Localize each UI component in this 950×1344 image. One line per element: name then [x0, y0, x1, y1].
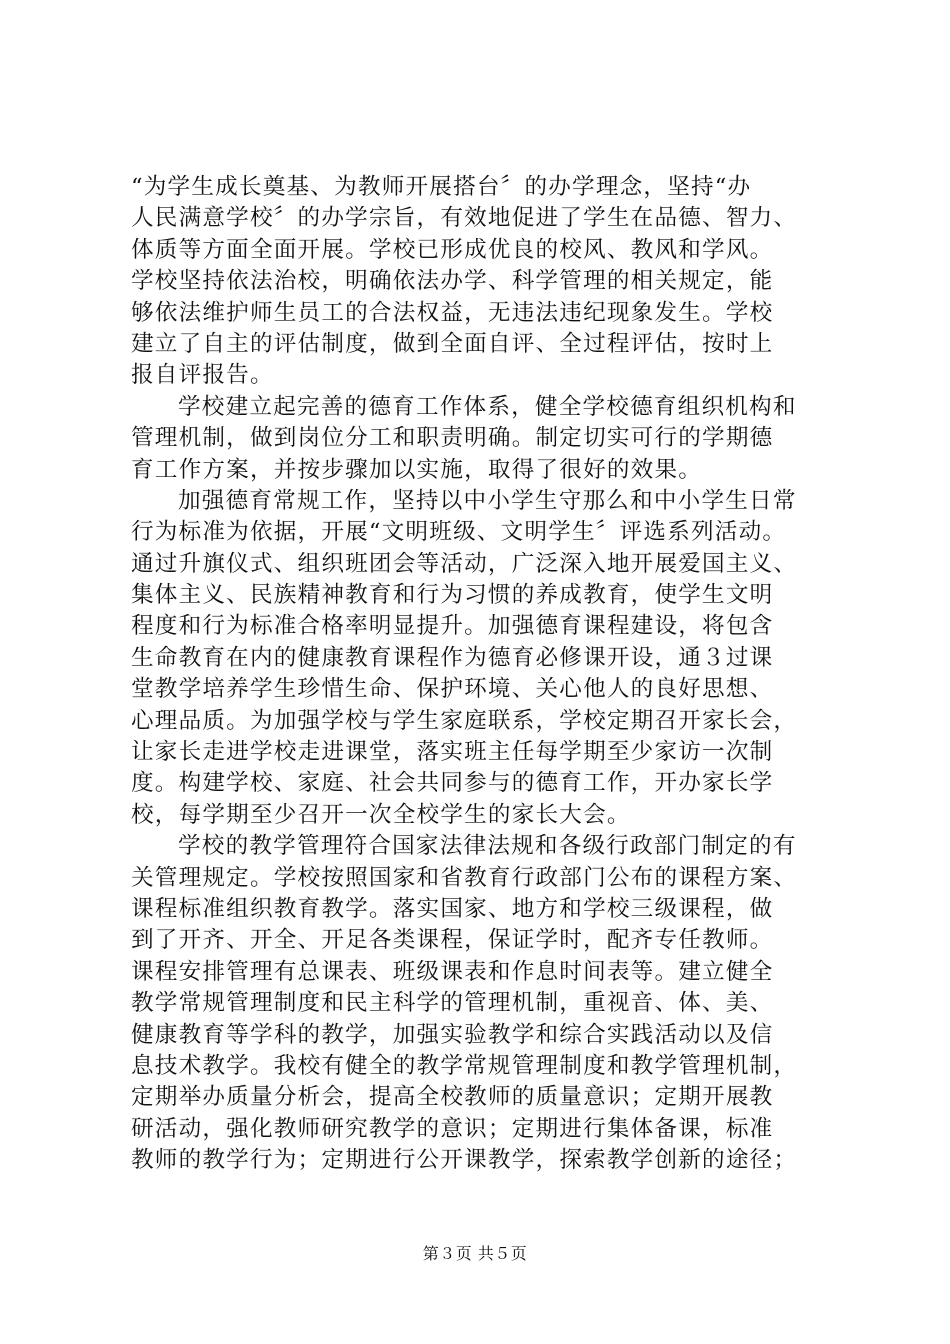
text-line: 人民满意学校〞的办学宗旨，有效地促进了学生在品德、智力、 — [131, 205, 798, 232]
page-number-footer: 第３页 共５页 — [422, 1244, 528, 1263]
text-line: 学校坚持依法治校，明确依法办学、科学管理的相关规定，能 — [131, 268, 774, 295]
text-line: 管理机制，做到岗位分工和职责明确。制定切实可行的学期德 — [131, 425, 774, 452]
text-line: 够依法维护师生员工的合法权益，无违法违纪现象发生。学校 — [131, 299, 774, 326]
paragraph-first-line: 学校建立起完善的德育工作体系，健全学校德育组织机构和 — [178, 393, 797, 420]
text-line: 集体主义、民族精神教育和行为习惯的养成教育，使学生文明 — [131, 582, 774, 609]
text-line: 程度和行为标准合格率明显提升。加强德育课程建设，将包含 — [131, 613, 774, 640]
text-line: 到了开齐、开全、开足各类课程，保证学时，配齐专任教师。 — [131, 927, 774, 954]
text-line: 生命教育在内的健康教育课程作为德育必修课开设，通３过课 — [131, 644, 774, 671]
text-line: 课程安排管理有总课表、班级课表和作息时间表等。建立健全 — [131, 958, 774, 985]
text-line: 课程标准组织教育教学。落实国家、地方和学校三级课程，做 — [131, 895, 774, 922]
text-line: 教学常规管理制度和民主科学的管理机制，重视音、体、美、 — [131, 990, 774, 1017]
text-line: 研活动，强化教师研究教学的意识；定期进行集体备课，标准 — [131, 1115, 774, 1142]
text-line: 让家长走进学校走进课堂，落实班主任每学期至少家访一次制 — [131, 739, 774, 766]
text-line: 息技术教学。我校有健全的教学常规管理制度和教学管理机制， — [131, 1052, 798, 1079]
text-line: “为学生成长奠基、为教师开展搭台〞的办学理念，坚持“办 — [131, 174, 752, 200]
text-line: 健康教育等学科的教学，加强实验教学和综合实践活动以及信 — [131, 1021, 774, 1048]
text-line: 报自评报告。 — [131, 362, 274, 389]
text-line: 教师的教学行为；定期进行公开课教学，探索教学创新的途径； — [131, 1147, 798, 1174]
text-line: 堂教学培养学生珍惜生命、保护环境、关心他人的良好思想、 — [131, 676, 774, 703]
text-line: 校，每学期至少召开一次全校学生的家长大会。 — [131, 801, 631, 828]
text-line: 育工作方案，并按步骤加以实施，取得了很好的效果。 — [131, 456, 703, 483]
text-line: 体质等方面全面开展。学校已形成优良的校风、教风和学风。 — [131, 236, 774, 263]
text-line: 通过升旗仪式、组织班团会等活动，广泛深入地开展爱国主义、 — [131, 550, 798, 577]
paragraph-first-line: 加强德育常规工作，坚持以中小学生守那么和中小学生日常 — [178, 487, 797, 514]
text-line: 行为标准为依据，开展“文明班级、文明学生〞评选系列活动。 — [131, 519, 787, 546]
text-line: 心理品质。为加强学校与学生家庭联系，学校定期召开家长会， — [131, 707, 798, 734]
document-body — [131, 172, 831, 1177]
paragraph-first-line: 学校的教学管理符合国家法律法规和各级行政部门制定的有 — [178, 833, 797, 860]
text-line: 定期举办质量分析会，提高全校教师的质量意识；定期开展教 — [131, 1084, 774, 1111]
text-line: 建立了自主的评估制度，做到全面自评、全过程评估，按时上 — [131, 330, 774, 357]
text-line: 度。构建学校、家庭、社会共同参与的德育工作，开办家长学 — [131, 770, 774, 797]
text-line: 关管理规定。学校按照国家和省教育行政部门公布的课程方案、 — [131, 864, 798, 891]
